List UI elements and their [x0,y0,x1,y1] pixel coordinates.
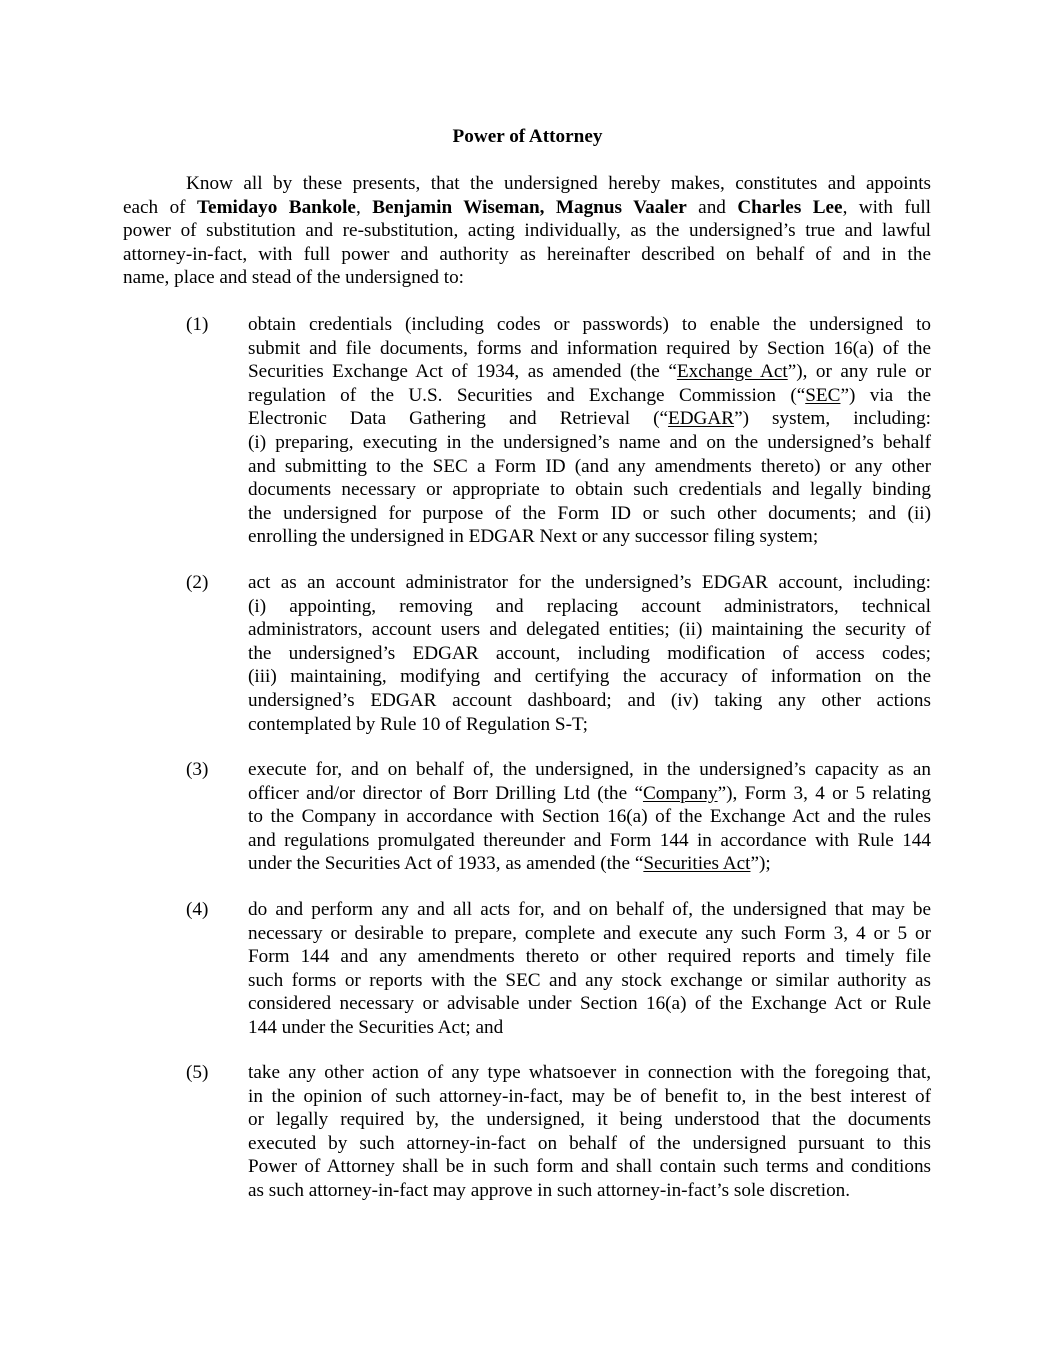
item-1-body [248,313,931,549]
item-4-body [248,898,931,1040]
intro-paragraph [123,172,931,290]
item-line: (i) appointing, removing and replacing account administrators, technical [248,595,931,617]
item-line: under the Securities Act of 1933, as amended (the “Securities Act”); [248,853,771,875]
defined-term: Exchange Act [676,361,788,383]
item-line: undersigned’s EDGAR account dashboard; and (iv) taking any other actions [248,689,931,711]
item-number: (4) [186,899,209,920]
attorney-name: Charles Lee [737,196,843,218]
item-2-body [248,571,931,736]
item-line: such forms or reports with the SEC and any stock exchange or similar authority as [248,969,931,991]
intro-line: attorney-in-fact, with full power and authority as hereinafter described on behalf of and in the [123,243,931,265]
item-number: (1) [186,314,209,335]
item-line: as such attorney-in-fact may approve in such attorney-in-fact’s sole discretion. [248,1179,851,1201]
item-line: Electronic Data Gathering and Retrieval (“EDGAR”) system, including: [248,408,931,430]
item-3-body [248,758,931,876]
intro-line: power of substitution and re-substitution, acting individually, as the undersigned’s true and lawful [123,220,931,242]
item-line: obtain credentials (including codes or passwords) to enable the undersigned to [248,314,931,335]
item-line: 144 under the Securities Act; and [248,1016,504,1038]
item-line: in the opinion of such attorney-in-fact, may be of benefit to, in the best interest of [248,1085,931,1107]
item-line: enrolling the undersigned in EDGAR Next or any successor filing system; [248,526,819,548]
defined-term: Company [642,782,718,804]
item-number: (3) [186,759,209,780]
item-line: documents necessary or appropriate to obtain such credentials and legally binding [248,479,931,501]
intro-line: name, place and stead of the undersigned to: [123,267,464,289]
item-line: necessary or desirable to prepare, complete and execute any such Form 3, 4 or 5 or [248,922,931,944]
item-line: Form 144 and any amendments thereto or other required reports and timely file [248,946,931,968]
item-line: (i) preparing, executing in the undersigned’s name and on the undersigned’s behalf [248,431,931,453]
attorney-name: Temidayo Bankole [197,196,356,218]
intro-line: Know all by these presents, that the undersigned hereby makes, constitutes and appoints [186,173,931,194]
item-line: the undersigned for purpose of the Form ID or such other documents; and (ii) [248,502,931,524]
item-line: act as an account administrator for the undersigned’s EDGAR account, including: [248,572,931,593]
item-line: or legally required by, the undersigned, it being understood that the documents [248,1109,931,1131]
item-line: execute for, and on behalf of, the undersigned, in the undersigned’s capacity as an [248,759,931,780]
item-line: regulation of the U.S. Securities and Exchange Commission (“SEC”) via the [248,384,932,406]
item-line: executed by such attorney-in-fact on behalf of the undersigned pursuant to this [248,1132,931,1154]
item-line: and submitting to the SEC a Form ID (and any amendments thereto) or any other [248,455,931,477]
document-title: Power of Attorney [452,126,603,147]
item-line: and regulations promulgated thereunder and Form 144 in accordance with Rule 144 [248,829,931,851]
item-line: submit and file documents, forms and information required by Section 16(a) of the [248,337,931,359]
item-number: (2) [186,572,209,593]
item-line: considered necessary or advisable under Section 16(a) of the Exchange Act or Rule [248,993,931,1015]
item-line: (iii) maintaining, modifying and certifying the accuracy of information on the [248,666,931,688]
intro-line: each of Temidayo Bankole, Benjamin Wiseman, Magnus Vaaler and Charles Lee, with full [123,196,931,218]
item-line: Power of Attorney shall be in such form and shall contain such terms and conditions [248,1156,931,1178]
defined-term: Securities Act [643,853,751,875]
item-line: take any other action of any type whatsoever in connection with the foregoing that, [248,1062,931,1083]
item-5-body [248,1061,931,1203]
item-line: Securities Exchange Act of 1934, as amended (the “Exchange Act”), or any rule or [248,361,931,383]
defined-term: SEC [805,384,841,406]
defined-term: EDGAR [667,408,735,430]
item-line: administrators, account users and delegated entities; (ii) maintaining the security of [248,619,931,641]
attorney-name: Benjamin Wiseman, Magnus Vaaler [372,196,687,218]
item-line: the undersigned’s EDGAR account, including modification of access codes; [248,642,931,664]
item-line: do and perform any and all acts for, and on behalf of, the undersigned that may be [248,899,931,920]
item-line: officer and/or director of Borr Drilling Ltd (the “Company”), Form 3, 4 or 5 relating [248,782,931,804]
item-line: to the Company in accordance with Section 16(a) of the Exchange Act and the rules [248,806,931,828]
item-number: (5) [186,1062,209,1083]
item-line: contemplated by Rule 10 of Regulation S-T; [248,713,588,735]
